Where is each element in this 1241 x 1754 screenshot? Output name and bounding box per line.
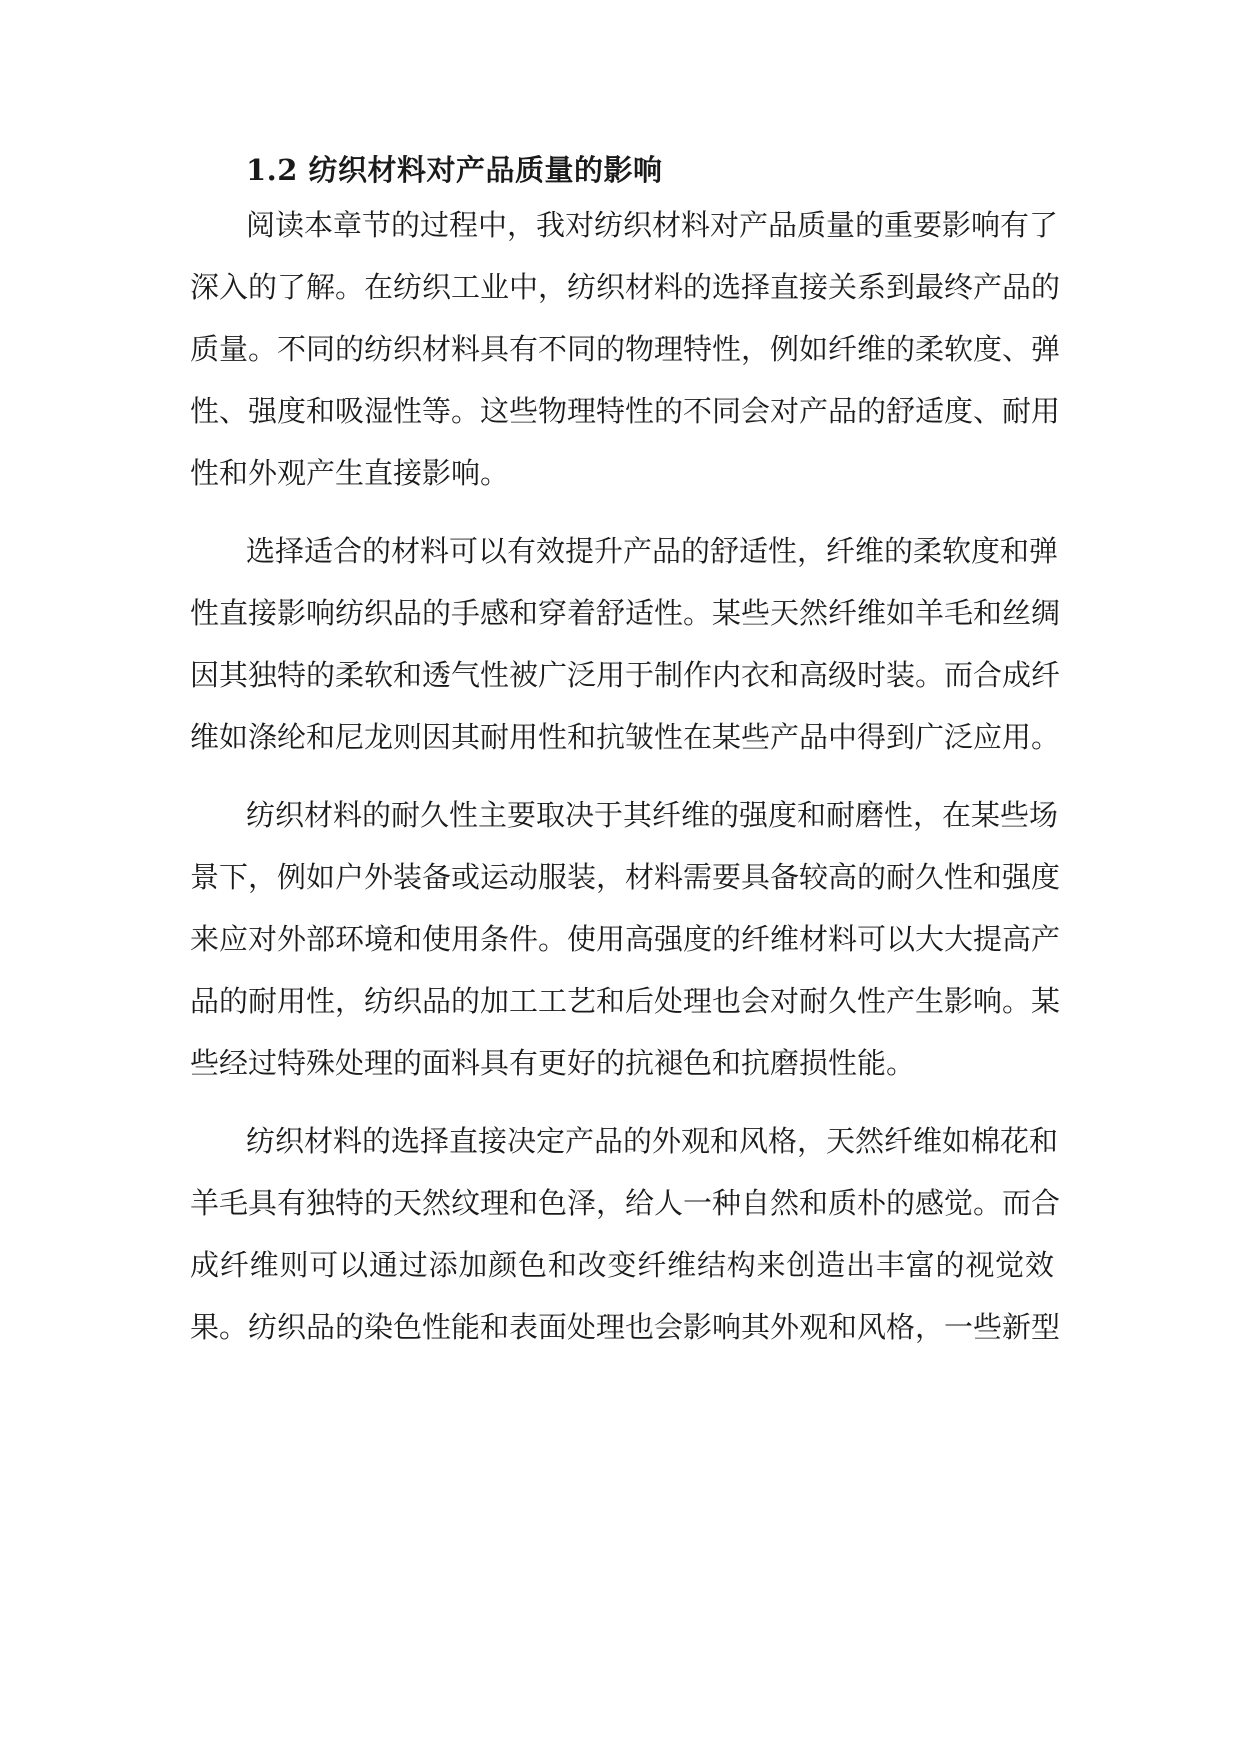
paragraph-1-line-4: 性、强度和吸湿性等。这些物理特性的不同会对产品的舒适度、耐用 <box>190 394 1061 428</box>
paragraph-3-line-2: 景下，例如户外装备或运动服装，材料需要具备较高的耐久性和强度 <box>190 860 1061 894</box>
paragraph-3-line-5: 些经过特殊处理的面料具有更好的抗褪色和抗磨损性能。 <box>190 1046 916 1080</box>
paragraph-1-line-1: 阅读本章节的过程中，我对纺织材料对产品质量的重要影响有了 <box>246 208 1059 242</box>
paragraph-4-line-4: 果。纺织品的染色性能和表面处理也会影响其外观和风格，一些新型 <box>190 1310 1061 1344</box>
paragraph-3-line-1: 纺织材料的耐久性主要取决于其纤维的强度和耐磨性，在某些场 <box>246 798 1059 832</box>
section-heading: 1.2 纺织材料对产品质量的影响 <box>246 153 663 187</box>
paragraph-4-line-3: 成纤维则可以通过添加颜色和改变纤维结构来创造出丰富的视觉效 <box>190 1248 1054 1282</box>
paragraph-2-line-2: 性直接影响纺织品的手感和穿着舒适性。某些天然纤维如羊毛和丝绸 <box>190 596 1061 630</box>
paragraph-3-line-3: 来应对外部环境和使用条件。使用高强度的纤维材料可以大大提高产 <box>190 922 1061 956</box>
paragraph-1-line-2: 深入的了解。在纺织工业中，纺织材料的选择直接关系到最终产品的 <box>190 270 1061 304</box>
paragraph-2-line-1: 选择适合的材料可以有效提升产品的舒适性，纤维的柔软度和弹 <box>246 534 1059 568</box>
paragraph-4-line-2: 羊毛具有独特的天然纹理和色泽，给人一种自然和质朴的感觉。而合 <box>190 1186 1061 1220</box>
paragraph-3-line-4: 品的耐用性，纺织品的加工工艺和后处理也会对耐久性产生影响。某 <box>190 984 1061 1018</box>
paragraph-4-line-1: 纺织材料的选择直接决定产品的外观和风格，天然纤维如棉花和 <box>246 1124 1059 1158</box>
paragraph-2-line-3: 因其独特的柔软和透气性被广泛用于制作内衣和高级时装。而合成纤 <box>190 658 1061 692</box>
paragraph-1-line-5: 性和外观产生直接影响。 <box>190 456 510 490</box>
paragraph-1-line-3: 质量。不同的纺织材料具有不同的物理特性，例如纤维的柔软度、弹 <box>190 332 1061 366</box>
paragraph-2-line-4: 维如涤纶和尼龙则因其耐用性和抗皱性在某些产品中得到广泛应用。 <box>190 720 1061 754</box>
